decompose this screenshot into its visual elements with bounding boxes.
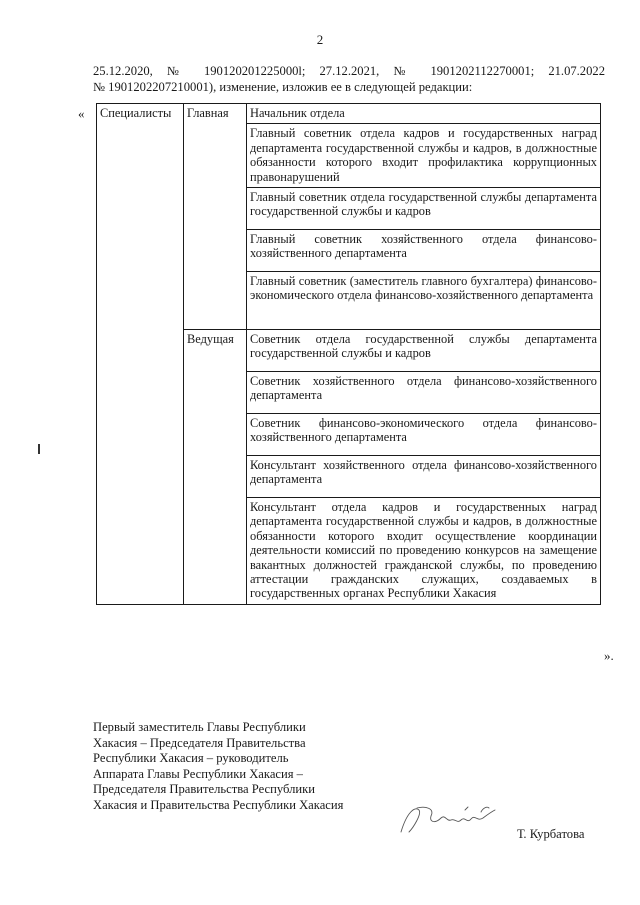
opening-quote: « (78, 106, 85, 121)
intro-line-2: № 1901202207210001), изменение, изложив ее в следующей редакции: (93, 80, 473, 94)
position-cell: Главный советник (заместитель главного бухгалтера) финансово-экономического отдела финансово-хозяйственного департамента (247, 272, 601, 330)
signer-name: Т. Курбатова (517, 827, 585, 841)
closing-quote: ». (604, 648, 614, 663)
position-cell: Главный советник отдела кадров и государственных наград департамента государственной службы и кадров, в должностные обязанности которого входит профилактика коррупционных правонарушений (247, 124, 601, 188)
position-cell: Советник отдела государственной службы департамента государственной службы и кадров (247, 330, 601, 372)
signatory-title-line: Первый заместитель Главы Республики (93, 720, 306, 734)
table-row (97, 104, 601, 124)
position-cell: Главный советник хозяйственного отдела финансово-хозяйственного департамента (247, 230, 601, 272)
position-cell: Начальник отдела (247, 104, 601, 124)
position-cell: Советник финансово-экономического отдела финансово-хозяйственного департамента (247, 414, 601, 456)
signatory-title-line: Председателя Правительства Республики (93, 782, 315, 796)
group-cell-leading: Ведущая (184, 330, 247, 605)
position-cell: Консультант хозяйственного отдела финансово-хозяйственного департамента (247, 456, 601, 498)
intro-paragraph (93, 63, 605, 95)
page-number: 2 (316, 32, 324, 47)
position-cell: Главный советник отдела государственной службы департамента государственной службы и кадров (247, 188, 601, 230)
category-cell: Специалисты (97, 104, 184, 605)
signatory-title-line: Республики Хакасия – руководитель (93, 751, 289, 765)
handwritten-signature-icon (395, 802, 505, 840)
group-cell-main: Главная (184, 104, 247, 330)
positions-table (96, 103, 601, 605)
signatory-title-line: Хакасия и Правительства Республики Хакасия (93, 797, 344, 812)
signatory-title-line: Хакасия – Председателя Правительства (93, 735, 306, 750)
signatory-title-line: Аппарата Главы Республики Хакасия – (93, 766, 303, 781)
position-cell: Советник хозяйственного отдела финансово-хозяйственного департамента (247, 372, 601, 414)
margin-mark (38, 444, 40, 454)
signatory-title (93, 720, 343, 813)
position-cell: Консультант отдела кадров и государственных наград департамента государственной службы и кадров, в должностные обязанности которого входит осуществление координации деятельности комиссий по проведению конкурсов на замещение вакантных должностей гражданской службы, по проведению аттестации гражданских служащих, создаваемых в государственных органах Республики Хакасия (247, 498, 601, 605)
intro-line-1: 25.12.2020, № 190120201225000l; 27.12.2021, № 1901202112270001; 21.07.2022 (93, 64, 605, 78)
